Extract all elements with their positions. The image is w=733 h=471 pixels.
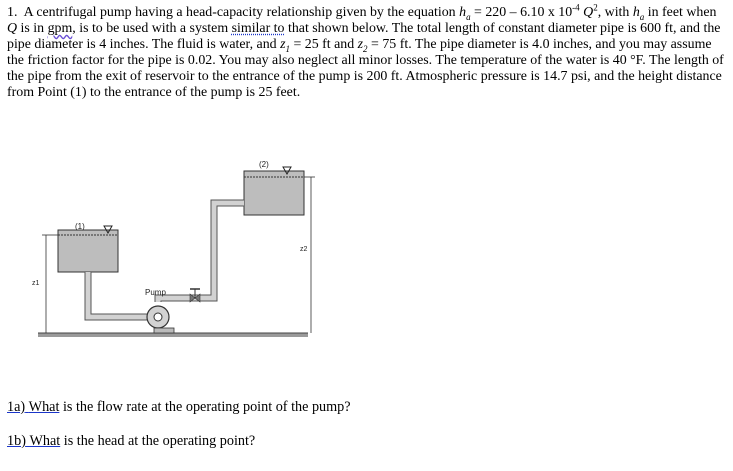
z2-subscript: 2 (363, 43, 368, 54)
problem-number: 1. (7, 5, 18, 20)
z1-subscript: 1 (285, 43, 290, 54)
equation-exponent: -4 (572, 2, 580, 13)
ha-subscript-2: a (639, 11, 645, 22)
question-1a-id: 1a) (7, 399, 26, 415)
ha-symbol-2: h (632, 5, 640, 20)
pump-hub (154, 313, 162, 321)
question-1a (7, 399, 351, 416)
q-symbol-2: Q (7, 21, 18, 37)
z2-symbol: z (357, 37, 364, 53)
text-rest: ft. The pipe diameter is 4.0 inches, and you may assume the friction factor for the pipe is 0.02. You may also neglect all minor losses. The temperature of the water is 40 °F. The length of the pipe from the exit of reservoir to the entrance of the pump is 200 ft. Atmospheric pressure is 14.7 psi, and the height distance from Point (1) to the entrance of the pump is 25 feet. (7, 37, 724, 101)
problem-statement: 1. A centrifugal pump having a head-capacity relationship given by the equation $h_a = 220 - 6.10$ x $10^{-4}$ $Q^2$, with $h_a$ in feet when Q is in gpm, is to be used with a system similar to that shown below. The total length of constant diameter pipe is 600 ft, and the pipe diameter is 4 inches. The fluid is water, and $z_1 = 25$ ft and $z_2 = 75$ ft. The pipe diameter is 4.0 inches, and you may assume the friction factor for the pipe is 0.02. You may also neglect all minor losses. The temperature of the water is 40 °F. The length of the pipe from the exit of reservoir to the entrance of the pump is 200 ft. Atmospheric pressure is 14.7 psi, and the height distance from Point (1) to the entrance of the pump is 25 feet. (7, 2, 724, 101)
text-system: , is to be used with a system (72, 21, 229, 37)
reservoir-2 (244, 171, 304, 215)
question-1b-id: 1b) (7, 433, 26, 449)
question-1a-text: is the flow rate at the operating point of the pump? (62, 399, 351, 415)
similar-to-text: similar to (231, 21, 285, 37)
question-1b-text: is the head at the operating point? (63, 433, 256, 449)
question-1a-keyword: What (28, 399, 60, 415)
reservoir-1 (58, 230, 118, 272)
pump-label: Pump (145, 288, 166, 297)
ha-subscript: a (466, 11, 471, 22)
suction-pipe-outline (88, 272, 150, 317)
z1-label: z1 (32, 280, 40, 287)
q-symbol: Q (583, 5, 594, 20)
q-exponent: 2 (593, 2, 598, 13)
point-2-label: (2) (259, 160, 269, 169)
question-1b-keyword: What (29, 433, 61, 449)
ha-symbol: h (459, 5, 467, 20)
text-line3: constant diameter pipe is 600 ft, and the pipe diameter is 4 inches. The fluid is water, and (7, 21, 721, 53)
gpm-text: gpm (47, 21, 73, 37)
problem-line1: A centrifugal pump having a head-capacity relationship given by the equation (23, 5, 456, 20)
text-with: with (604, 5, 630, 20)
pump-base (154, 328, 174, 333)
text-in-feet: in feet when (647, 5, 717, 20)
equation-text: = 220 – 6.10 x 10 (474, 5, 573, 20)
pump-system-diagram (28, 155, 318, 350)
z1-value: = 25 ft and (293, 37, 355, 53)
point-1-label: (1) (75, 222, 85, 231)
text-is-in: is in (20, 21, 45, 37)
discharge-pipe-outline (158, 203, 244, 302)
question-1b (7, 433, 255, 450)
ground (38, 333, 308, 337)
z2-value: = 75 (371, 37, 397, 53)
z2-label: z2 (300, 246, 308, 253)
z1-symbol: z (280, 37, 286, 53)
suction-pipe (88, 272, 150, 317)
discharge-pipe (158, 203, 244, 302)
text-shown-below: that shown below. The total length of (287, 21, 495, 37)
